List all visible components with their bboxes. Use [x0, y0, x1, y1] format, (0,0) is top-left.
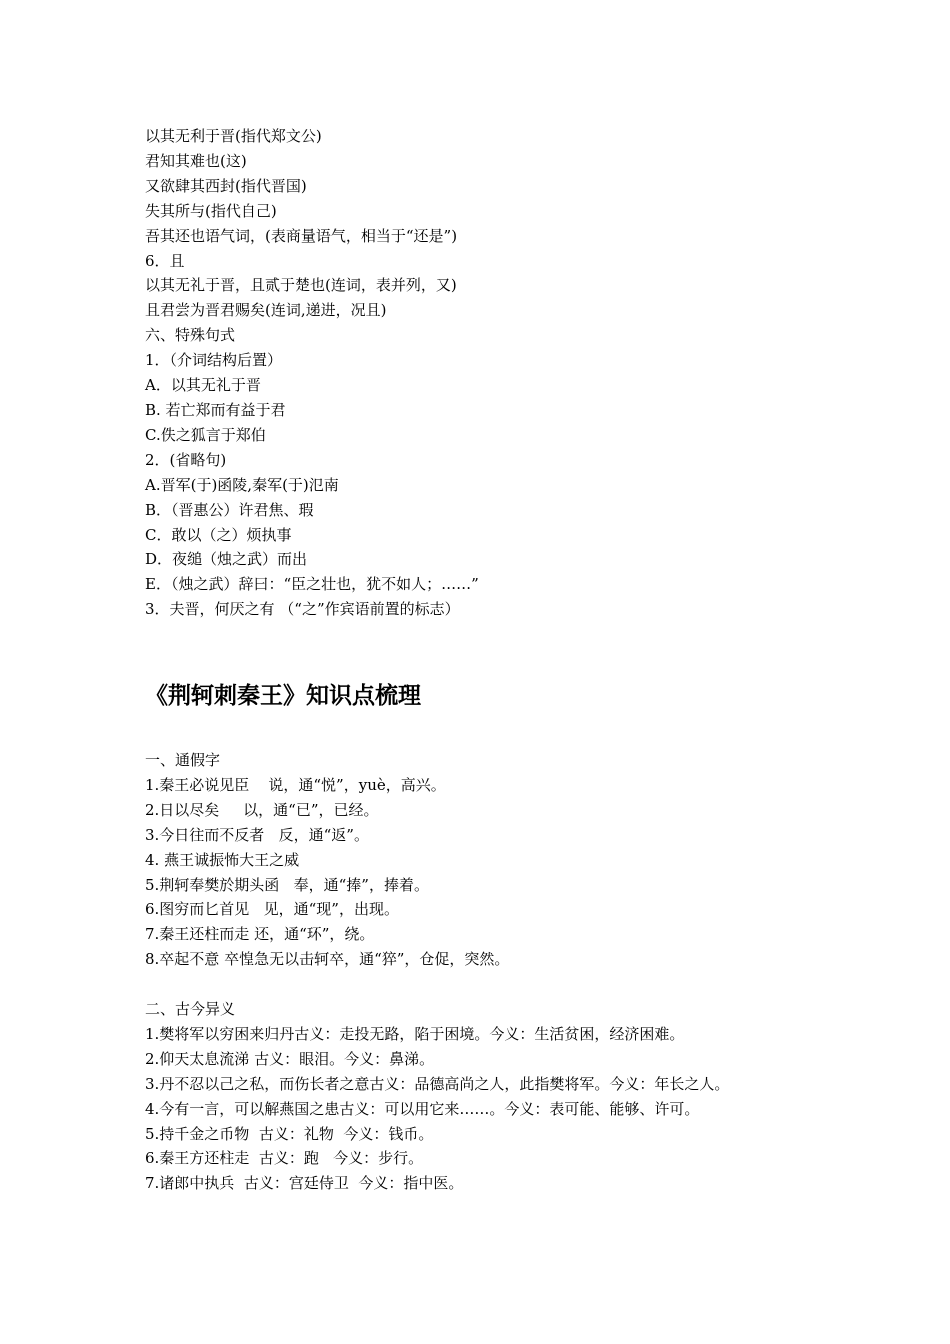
text-line: A．以其无礼于晋 — [145, 376, 261, 395]
text-line: 6.秦王方还柱走 古义：跑 今义：步行。 — [145, 1149, 424, 1168]
text-line: 4. 燕王诚振怖大王之威 — [145, 850, 300, 869]
text-line: 以其无礼于晋，且贰于楚也(连词，表并列，又) — [145, 276, 457, 295]
text-line: 失其所与(指代自己) — [145, 201, 277, 220]
text-line: 以其无利于晋(指代郑文公) — [145, 127, 322, 145]
text-line: A.晋军(于)函陵,秦军(于)氾南 — [145, 475, 339, 494]
text-line: 且君尝为晋君赐矣(连词,递进，况且) — [145, 301, 387, 320]
text-line: C．敢以（之）烦执事 — [145, 525, 292, 544]
text-line: 4.今有一言，可以解燕国之患古义：可以用它来……。今义：表可能、能够、许可。 — [145, 1099, 700, 1118]
section-top — [145, 124, 479, 622]
text-line: 5.持千金之币物 古义：礼物 今义：钱币。 — [145, 1124, 434, 1143]
text-line: B. 若亡郑而有益于君 — [145, 400, 286, 419]
document-title: 《荆轲刺秦王》知识点梳理 — [145, 683, 421, 709]
text-line: 又欲肆其西封(指代晋国) — [145, 176, 307, 195]
text-line: 君知其难也(这) — [145, 151, 247, 170]
text-line: 3.丹不忍以己之私，而伤长者之意古义：品德高尚之人，此指樊将军。今义：年长之人。 — [145, 1074, 730, 1093]
text-line: 6．且 — [145, 251, 185, 270]
text-line: C.佚之狐言于郑伯 — [145, 425, 266, 444]
text-line: B．（晋惠公）许君焦、瑕 — [145, 500, 314, 519]
text-line: 吾其还也语气词，(表商量语气，相当于“还是”) — [145, 226, 458, 245]
text-line: 3．夫晋，何厌之有 （“之”作宾语前置的标志） — [145, 600, 460, 619]
text-line: 6.图穷而匕首见 见，通“现”，出现。 — [145, 900, 399, 919]
text-line: 5.荆轲奉樊於期头函 奉，通“捧”，捧着。 — [145, 875, 429, 894]
text-line: D．夜缒（烛之武）而出 — [145, 550, 308, 569]
text-line: 2.日以尽矣 以，通“已”，已经。 — [145, 800, 379, 819]
text-line: 1.秦王必说见臣 说，通“悦”，yuè，高兴。 — [145, 775, 446, 794]
section-heading: 一、通假字 — [145, 751, 221, 769]
text-line: 2．(省略句) — [145, 450, 227, 469]
section-tongjiazi — [145, 748, 509, 972]
text-line: E．（烛之武）辞曰：“臣之壮也，犹不如人；……” — [145, 575, 479, 594]
text-line: 1.樊将军以穷困来归丹古义：走投无路，陷于困境。今义：生活贫困，经济困难。 — [145, 1024, 685, 1043]
section-heading: 六、特殊句式 — [145, 326, 236, 345]
section-heading: 二、古今异义 — [145, 1000, 236, 1018]
text-line: 7.诸郎中执兵 古义：宫廷侍卫 今义：指中医。 — [145, 1174, 464, 1193]
text-line: 3.今日往而不反者 反，通“返”。 — [145, 825, 369, 844]
text-line: 7.秦王还柱而走 还，通“环”，绕。 — [145, 925, 375, 944]
section-gujin — [145, 997, 729, 1196]
text-line: 1．（介词结构后置） — [145, 351, 283, 370]
text-line: 2.仰天太息流涕 古义：眼泪。今义：鼻涕。 — [145, 1049, 435, 1068]
text-line: 8.卒起不意 卒惶急无以击轲卒，通“猝”，仓促，突然。 — [145, 950, 510, 969]
